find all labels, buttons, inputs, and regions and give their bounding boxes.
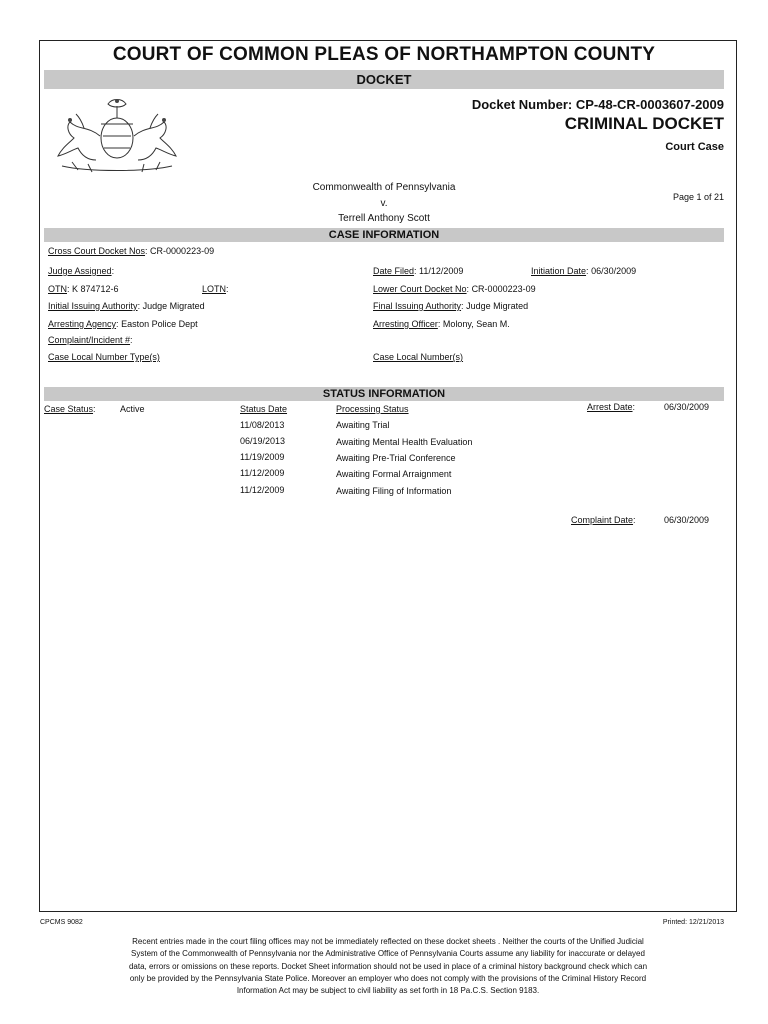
cross-court-row: Cross Court Docket Nos: CR-0000223-09 — [48, 246, 215, 256]
initiation-value: 06/30/2009 — [591, 266, 637, 276]
docket-band: DOCKET — [44, 70, 724, 89]
complaint-date-value: 06/30/2009 — [664, 515, 710, 525]
arresting-officer-row: Arresting Officer: Molony, Sean M. — [373, 319, 510, 329]
case-status-row: Case Status: — [44, 404, 96, 414]
local-number-type-row — [48, 352, 160, 362]
processing-status: Awaiting Formal Arraignment — [336, 469, 452, 479]
lotn-row: LOTN: — [202, 284, 229, 294]
initial-authority-row: Initial Issuing Authority: Judge Migrated — [48, 301, 205, 311]
judge-label: Judge Assigned — [48, 266, 112, 276]
complaint-incident-label: Complaint/Incident # — [48, 335, 131, 345]
judge-row: Judge Assigned: — [48, 266, 115, 276]
final-authority-label: Final Issuing Authority — [373, 301, 462, 311]
disclaimer-line: data, errors or omissions on these reports. Docket Sheet information should not be used in place of a criminal history background check which can — [128, 961, 648, 971]
processing-status: Awaiting Mental Health Evaluation — [336, 437, 473, 447]
arrest-date-label: Arrest Date — [587, 402, 633, 412]
processing-status: Awaiting Trial — [336, 420, 390, 430]
arresting-agency-value: Easton Police Dept — [121, 319, 198, 329]
disclaimer-line: only be provided by the Pennsylvania State Police. Moreover an employer who does not comply with the provisions of the Criminal History Record — [129, 973, 647, 983]
arrest-date-row: Arrest Date: — [587, 402, 636, 412]
case-type: Court Case — [665, 141, 724, 153]
local-number-label: Case Local Number(s) — [373, 352, 464, 362]
date-filed-row: Date Filed: 11/12/2009 — [373, 266, 464, 276]
page-number: Page 1 of 21 — [672, 192, 724, 202]
docket-number: Docket Number: CP-48-CR-0003607-2009 — [471, 97, 724, 112]
local-number-row — [373, 352, 463, 362]
otn-label: OTN — [48, 284, 67, 294]
processing-status: Awaiting Pre-Trial Conference — [336, 453, 456, 463]
lower-court-label: Lower Court Docket No — [373, 284, 467, 294]
printed-date: Printed: 12/21/2013 — [662, 919, 724, 926]
pennsylvania-seal-icon — [48, 96, 186, 176]
processing-status-header: Processing Status — [336, 404, 409, 414]
status-date: 06/19/2013 — [240, 436, 286, 446]
lower-court-row: Lower Court Docket No: CR-0000223-09 — [373, 284, 536, 294]
arresting-agency-row: Arresting Agency: Easton Police Dept — [48, 319, 198, 329]
case-status-value: Active — [120, 404, 145, 414]
caption-versus: v. — [380, 198, 388, 209]
arrest-date-value: 06/30/2009 — [664, 402, 710, 412]
initiation-row: Initiation Date: 06/30/2009 — [531, 266, 637, 276]
date-filed-label: Date Filed — [373, 266, 415, 276]
status-date: 11/08/2013 — [240, 420, 285, 430]
lower-court-value: CR-0000223-09 — [471, 284, 536, 294]
processing-status: Awaiting Filing of Information — [336, 486, 452, 496]
case-status-label: Case Status — [44, 404, 94, 414]
cross-court-label: Cross Court Docket Nos — [48, 246, 146, 256]
docket-type: CRIMINAL DOCKET — [564, 114, 724, 133]
date-filed-value: 11/12/2009 — [419, 266, 464, 276]
initiation-label: Initiation Date — [531, 266, 587, 276]
caption-defendant: Terrell Anthony Scott — [338, 213, 430, 224]
arresting-officer-label: Arresting Officer — [373, 319, 438, 329]
cross-court-value: CR-0000223-09 — [150, 246, 215, 256]
disclaimer-line: System of the Commonwealth of Pennsylvania nor the Administrative Office of Pennsylvania Courts assume any liability for inaccurate or delayed — [131, 949, 645, 959]
case-information-band: CASE INFORMATION — [44, 228, 724, 242]
final-authority-value: Judge Migrated — [466, 301, 529, 311]
initial-authority-label: Initial Issuing Authority — [48, 301, 138, 311]
complaint-date-label: Complaint Date — [571, 515, 634, 525]
otn-value: K 874712-6 — [72, 284, 119, 294]
initial-authority-value: Judge Migrated — [142, 301, 205, 311]
caption-plaintiff: Commonwealth of Pennsylvania — [312, 182, 456, 193]
form-id: CPCMS 9082 — [40, 919, 83, 926]
disclaimer — [80, 936, 696, 997]
status-date: 11/12/2009 — [240, 485, 285, 495]
arresting-officer-value: Molony, Sean M. — [442, 319, 510, 329]
complaint-date-row: Complaint Date: — [571, 515, 636, 525]
complaint-incident-row: Complaint/Incident #: — [48, 335, 133, 345]
lotn-label: LOTN — [202, 284, 227, 294]
disclaimer-line: Recent entries made in the court filing offices may not be immediately reflected on these docket sheets . Neither the courts of the Unified Judicial — [132, 937, 644, 946]
final-authority-row: Final Issuing Authority: Judge Migrated — [373, 301, 529, 311]
local-number-type-label: Case Local Number Type(s) — [48, 352, 160, 362]
status-date: 11/19/2009 — [240, 452, 285, 462]
status-date-header: Status Date — [240, 404, 288, 414]
arresting-agency-label: Arresting Agency — [48, 319, 117, 329]
otn-row: OTN: K 874712-6 — [48, 284, 119, 294]
status-date: 11/12/2009 — [240, 468, 285, 478]
court-title: COURT OF COMMON PLEAS OF NORTHAMPTON COUNTY — [112, 44, 656, 65]
disclaimer-line: Information Act may be subject to civil liability as set forth in 18 Pa.C.S. Section 9183. — [236, 986, 540, 996]
status-information-band: STATUS INFORMATION — [44, 387, 724, 401]
